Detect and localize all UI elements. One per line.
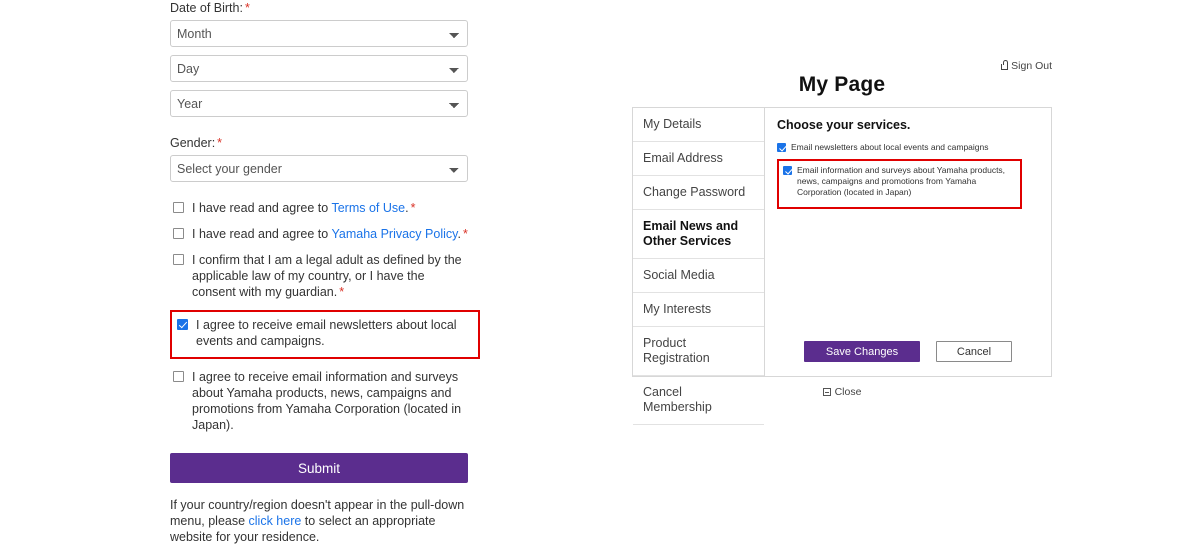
checkbox-text: I have read and agree to xyxy=(192,227,332,241)
privacy-policy-label xyxy=(192,226,468,242)
privacy-policy-link[interactable]: Yamaha Privacy Policy xyxy=(331,227,458,241)
privacy-policy-checkbox[interactable] xyxy=(170,226,470,242)
required-asterisk: * xyxy=(462,227,468,241)
legal-adult-checkbox[interactable] xyxy=(170,252,470,300)
checkbox-text: I have read and agree to xyxy=(192,201,332,215)
year-select[interactable] xyxy=(170,90,468,117)
close-window-icon xyxy=(823,388,831,396)
checkbox-icon[interactable] xyxy=(177,319,188,330)
sidebar-item-social-media[interactable]: Social Media xyxy=(633,259,764,293)
footnote-text-before: If your country/region doesn't appear in the pull-down menu, please xyxy=(170,498,465,528)
required-asterisk: * xyxy=(410,201,416,215)
terms-of-use-link[interactable]: Terms of Use xyxy=(331,201,406,215)
action-buttons xyxy=(765,341,1051,362)
sidebar-item-my-interests[interactable]: My Interests xyxy=(633,293,764,327)
services-content xyxy=(765,108,1051,376)
newsletters-checkbox[interactable] xyxy=(174,317,476,349)
required-asterisk: * xyxy=(339,285,345,299)
services-heading: Choose your services. xyxy=(777,118,911,132)
yamaha-promotions-checkbox[interactable] xyxy=(170,369,470,433)
registration-form xyxy=(170,0,470,545)
submit-button[interactable]: Submit xyxy=(170,453,468,483)
checkbox-text-tail: . xyxy=(457,227,461,241)
service-promotions-label: Email information and surveys about Yamaha products, news, campaigns and promotions from Yamaha Corporation (located in Japan) xyxy=(797,165,1006,197)
checkbox-icon[interactable] xyxy=(173,228,184,239)
lock-icon xyxy=(1001,64,1008,70)
sidebar-item-email-address[interactable]: Email Address xyxy=(633,142,764,176)
page-title: My Page xyxy=(798,73,886,96)
save-changes-button[interactable]: Save Changes xyxy=(804,341,920,362)
terms-of-use-label xyxy=(192,200,415,216)
service-promotions-checkbox[interactable] xyxy=(783,165,1016,198)
settings-nav xyxy=(633,108,765,414)
gender-label xyxy=(170,135,470,151)
sidebar-item-change-password[interactable]: Change Password xyxy=(633,176,764,210)
sign-out-label: Sign Out xyxy=(1011,60,1052,72)
country-footnote xyxy=(170,497,470,545)
newsletters-label: I agree to receive email newsletters about local events and campaigns. xyxy=(196,318,457,348)
month-select[interactable] xyxy=(170,20,468,47)
yamaha-promotions-label: I agree to receive email information and surveys about Yamaha products, news, campaigns and promotions from Yamaha Corporation (located in Japan). xyxy=(192,370,462,432)
checkbox-icon[interactable] xyxy=(173,371,184,382)
legal-adult-label xyxy=(192,252,470,300)
click-here-link[interactable]: click here xyxy=(248,514,302,528)
my-page-panel xyxy=(632,55,1052,414)
sidebar-item-email-news-and-other-services[interactable]: Email News and Other Services xyxy=(633,210,764,259)
checkbox-icon[interactable] xyxy=(173,254,184,265)
date-of-birth-label xyxy=(170,0,470,16)
required-asterisk: * xyxy=(244,1,250,15)
sidebar-item-my-details[interactable]: My Details xyxy=(633,108,764,142)
service-newsletters-label: Email newsletters about local events and campaigns xyxy=(791,142,989,152)
checkbox-icon[interactable] xyxy=(777,143,786,152)
checkbox-text-tail: . xyxy=(405,201,409,215)
checkbox-icon[interactable] xyxy=(173,202,184,213)
day-select[interactable] xyxy=(170,55,468,82)
date-of-birth-label-text: Date of Birth: xyxy=(170,1,243,15)
gender-select[interactable] xyxy=(170,155,468,182)
newsletters-highlight-region xyxy=(170,310,480,359)
required-asterisk: * xyxy=(217,136,223,150)
gender-label-text: Gender: xyxy=(170,136,216,150)
terms-of-use-checkbox[interactable] xyxy=(170,200,470,216)
cancel-button[interactable]: Cancel xyxy=(936,341,1012,362)
sign-out-button[interactable] xyxy=(1001,60,1052,72)
service-promotions-highlight-region xyxy=(777,159,1022,209)
close-label: Close xyxy=(834,386,862,398)
footnote-text-after: to select an appropriate website for your residence. xyxy=(170,514,436,544)
service-newsletters-checkbox[interactable] xyxy=(777,142,1039,153)
sidebar-item-cancel-membership[interactable]: Cancel Membership xyxy=(633,376,764,425)
checkbox-text: I confirm that I am a legal adult as defined by the applicable law of my country, or I have the consent with my guardian. xyxy=(192,253,462,299)
sidebar-item-product-registration[interactable]: Product Registration xyxy=(633,327,764,376)
checkbox-icon[interactable] xyxy=(783,166,792,175)
